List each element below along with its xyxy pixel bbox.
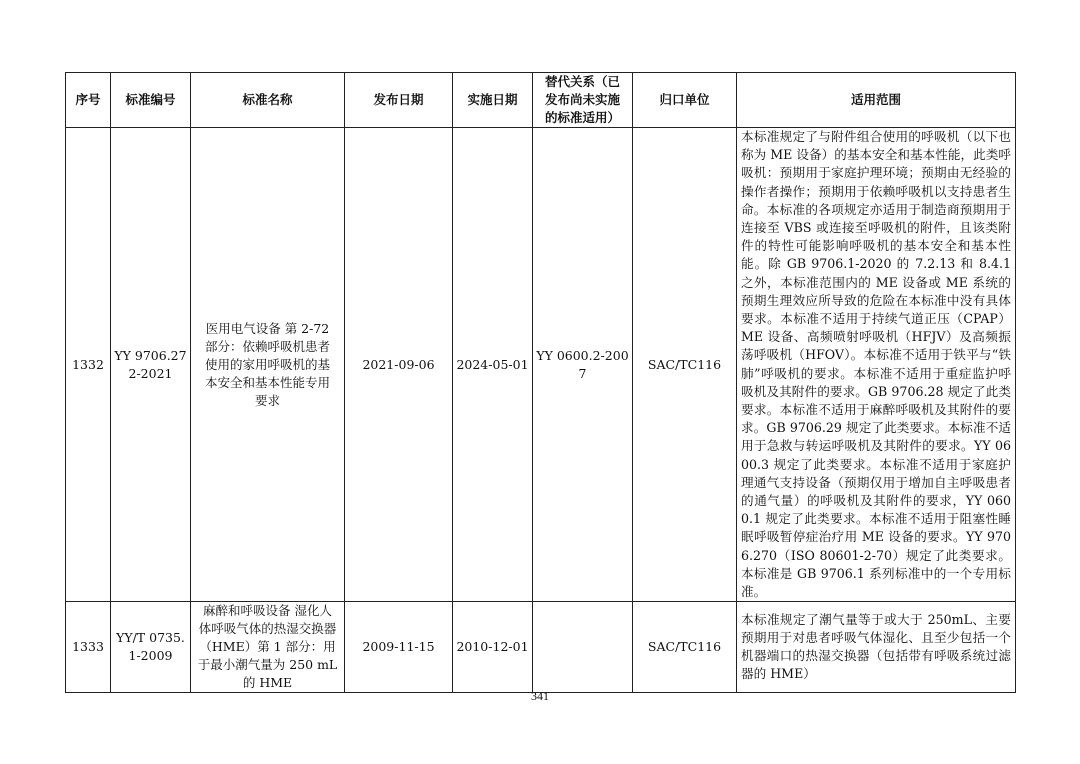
table-row xyxy=(66,602,1016,693)
cell-replace: YY 0600.2-2007 xyxy=(533,128,633,602)
header-scope: 适用范围 xyxy=(737,73,1016,128)
cell-publish-date: 2009-11-15 xyxy=(345,602,453,693)
cell-org: SAC/TC116 xyxy=(633,128,737,602)
cell-seq: 1332 xyxy=(66,128,111,602)
page-number: 341 xyxy=(531,689,549,703)
header-publish-date: 发布日期 xyxy=(345,73,453,128)
header-name: 标准名称 xyxy=(191,73,345,128)
cell-name: 医用电气设备 第 2-72 部分：依赖呼吸机患者使用的家用呼吸机的基本安全和基本性能专用要求 xyxy=(191,128,345,602)
cell-implement-date: 2010-12-01 xyxy=(453,602,533,693)
cell-scope: 本标准规定了与附件组合使用的呼吸机（以下也称为 ME 设备）的基本安全和基本性能，此类呼吸机：预期用于家庭护理环境；预期由无经验的操作者操作；预期用于依赖呼吸机以支持患者生命。本标准的各项规定亦适用于制造商预期用于连接至 VBS 或连接至呼吸机的附件，且该类附件的特性可能影响呼吸机的基本安全和基本性能。除 GB 9706.1-2020 的 7.2.13 和 8.4.1 之外，本标准范围内的 ME 设备或 ME 系统的预期生理效应所导致的危险在本标准中没有具体要求。本标准不适用于持续气道正压（CPAP）ME 设备、高频喷射呼吸机（HFJV）及高频振荡呼吸机（HFOV）。本标准不适用于铁平与“铁肺”呼吸机的要求。本标准不适用于重症监护呼吸机及其附件的要求。GB 9706.28 规定了此类要求。本标准不适用于麻醉呼吸机及其附件的要求。GB 9706.29 规定了此类要求。本标准不适用于急救与转运呼吸机及其附件的要求。YY 0600.3 规定了此类要求。本标准不适用于家庭护理通气支持设备（预期仅用于增加自主呼吸患者的通气量）的呼吸机及其附件的要求，YY 0600.1 规定了此类要求。本标准不适用于阻塞性睡眠呼吸暂停症治疗用 ME 设备的要求。YY 9706.270（ISO 80601-2-70）规定了此类要求。本标准是 GB 9706.1 系列标准中的一个专用标准。 xyxy=(737,128,1016,602)
cell-implement-date: 2024-05-01 xyxy=(453,128,533,602)
cell-seq: 1333 xyxy=(66,602,111,693)
header-row xyxy=(66,73,1016,128)
header-org: 归口单位 xyxy=(633,73,737,128)
table-row xyxy=(66,128,1016,602)
cell-org: SAC/TC116 xyxy=(633,602,737,693)
standards-table xyxy=(65,72,1016,693)
cell-name: 麻醉和呼吸设备 湿化人体呼吸气体的热湿交换器（HME）第 1 部分：用于最小潮气量为 250 mL 的 HME xyxy=(191,602,345,693)
header-seq: 序号 xyxy=(66,73,111,128)
cell-scope: 本标准规定了潮气量等于或大于 250mL、主要预期用于对患者呼吸气体湿化、且至少包括一个机器端口的热湿交换器（包括带有呼吸系统过滤器的 HME） xyxy=(737,602,1016,693)
header-replace: 替代关系（已发布尚未实施的标准适用） xyxy=(533,73,633,128)
header-implement-date: 实施日期 xyxy=(453,73,533,128)
cell-publish-date: 2021-09-06 xyxy=(345,128,453,602)
cell-code: YY 9706.272-2021 xyxy=(111,128,191,602)
cell-code: YY/T 0735.1-2009 xyxy=(111,602,191,693)
cell-replace xyxy=(533,602,633,693)
header-code: 标准编号 xyxy=(111,73,191,128)
